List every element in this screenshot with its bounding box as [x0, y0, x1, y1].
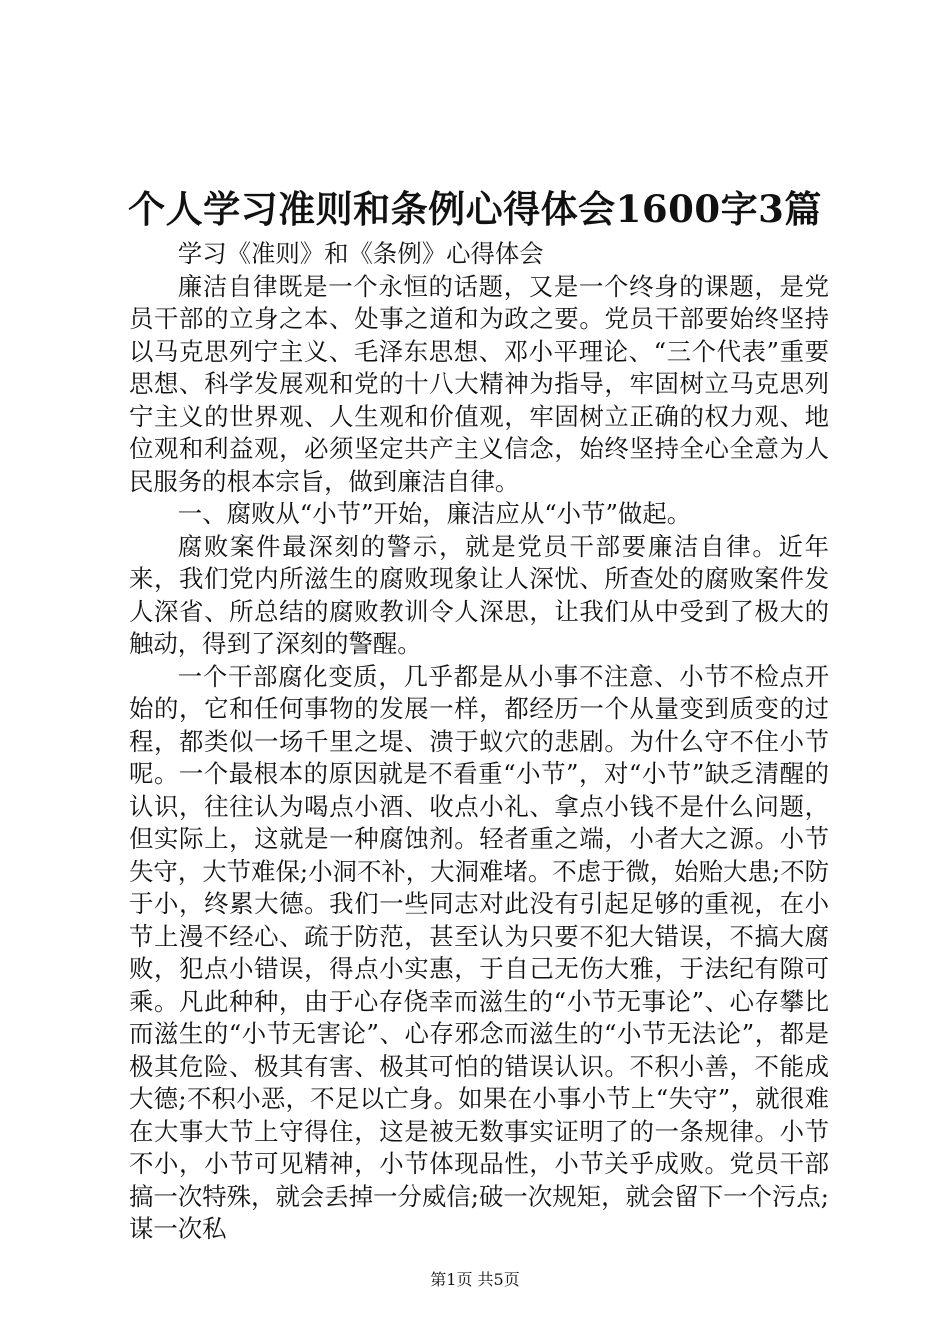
- document-title: 个人学习准则和条例心得体会1600字3篇: [128, 187, 822, 231]
- document-body: [129, 238, 829, 1246]
- paragraph: 廉洁自律既是一个永恒的话题，又是一个终身的课题，是党员干部的立身之本、处事之道和为政之要。党员干部要始终坚持以马克思列宁主义、毛泽东思想、邓小平理论、“三个代表”重要思想、科学发展观和党的十八大精神为指导，牢固树立马克思列宁主义的世界观、人生观和价值观，牢固树立正确的权力观、地位观和利益观，必须坚定共产主义信念，始终坚持全心全意为人民服务的根本宗旨，做到廉洁自律。: [129, 271, 829, 496]
- paragraph: 腐败案件最深刻的警示，就是党员干部要廉洁自律。近年来，我们党内所滋生的腐败现象让人深忧、所查处的腐败案件发人深省、所总结的腐败教训令人深思，让我们从中受到了极大的触动，得到了深刻的警醒。: [129, 531, 829, 658]
- section-heading: 一、腐败从“小节”开始，廉洁应从“小节”做起。: [177, 499, 692, 528]
- section-heading: 学习《准则》和《条例》心得体会: [177, 239, 544, 268]
- page-footer: 第1页 共5页: [430, 1270, 520, 1289]
- paragraph: 一个干部腐化变质，几乎都是从小事不注意、小节不检点开始的，它和任何事物的发展一样，都经历一个从量变到质变的过程，都类似一场千里之堤、溃于蚁穴的悲剧。为什么守不住小节呢。一个最根本的原因就是不看重“小节”，对“小节”缺乏清醒的认识，往往认为喝点小酒、收点小礼、拿点小钱不是什么问题，但实际上，这就是一种腐蚀剂。轻者重之端，小者大之源。小节失守，大节难保;小洞不补，大洞难堵。不虑于微，始贻大患;不防于小，终累大德。我们一些同志对此没有引起足够的重视，在小节上漫不经心、疏于防范，甚至认为只要不犯大错误，不搞大腐败，犯点小错误，得点小实惠，于自己无伤大雅，于法纪有隙可乘。凡此种种，由于心存侥幸而滋生的“小节无事论”、心存攀比而滋生的“小节无害论”、心存邪念而滋生的“小节无法论”，都是极其危险、极其有害、极其可怕的错误认识。不积小善，不能成大德;不积小恶，不足以亡身。如果在小事小节上“失守”，就很难在大事大节上守得住，这是被无数事实证明了的一条规律。小节不小，小节可见精神，小节体现品性，小节关乎成败。党员干部搞一次特殊，就会丢掉一分威信;破一次规矩，就会留下一个污点;谋一次私: [129, 661, 829, 1243]
